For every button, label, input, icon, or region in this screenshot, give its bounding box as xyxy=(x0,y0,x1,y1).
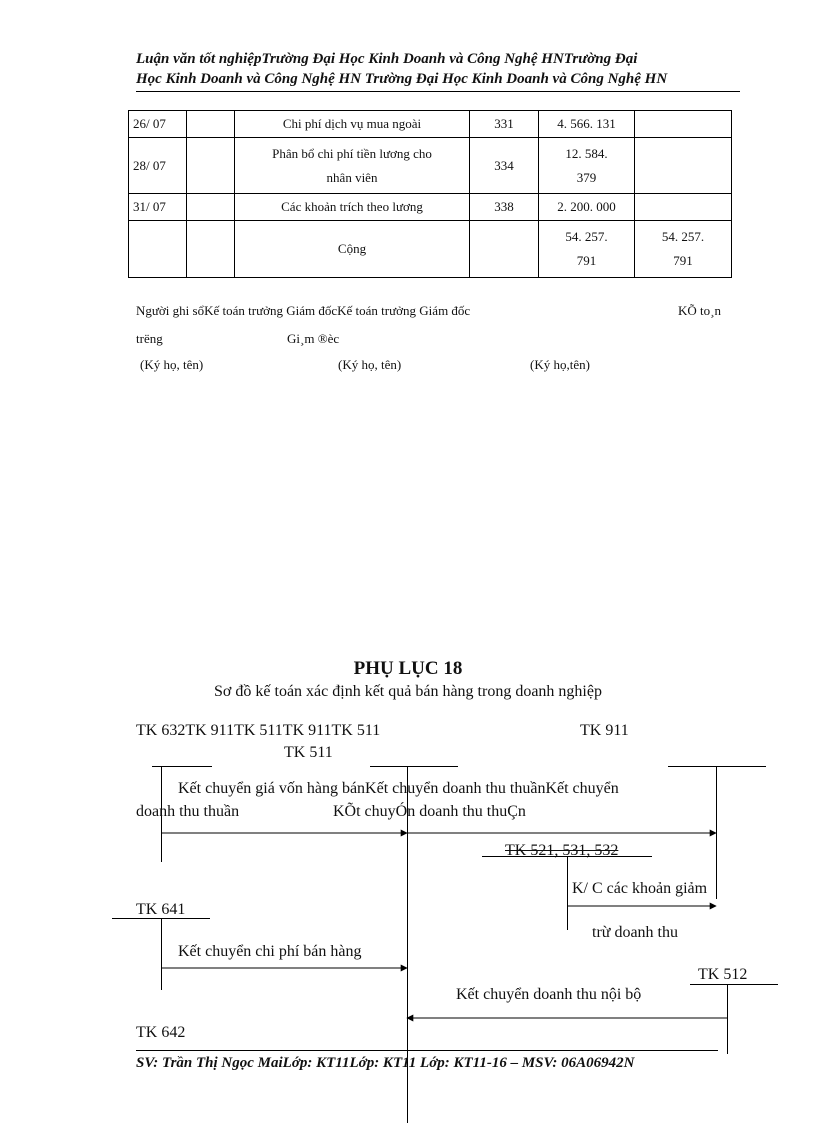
cell-debit-line2: 379 xyxy=(576,169,597,185)
acct-521-label: TK 521, 531, 532 xyxy=(505,842,619,859)
cell-debit-line1: 54. 257. xyxy=(565,229,608,244)
stem-512 xyxy=(727,984,728,1054)
label-512-transfer: Kết chuyển doanh thu nội bộ xyxy=(456,986,642,1003)
cell-acct: 331 xyxy=(470,111,539,138)
page-header-line2: Học Kinh Doanh và Công Nghệ HN Trường Đại Học Kinh Doanh và Công Nghệ HN xyxy=(136,71,668,87)
cell-acct: 338 xyxy=(470,194,539,221)
label-reduction-line2: trừ doanh thu xyxy=(592,924,678,941)
appendix-subtitle: Sơ đồ kế toán xác định kết quả bán hàng trong doanh nghiệp xyxy=(214,683,602,700)
cell-debit-line2: 791 xyxy=(576,253,597,268)
acct-641-label: TK 641 xyxy=(136,901,186,918)
cell-credit-line1: 54. 257. xyxy=(661,229,705,244)
signature-note-1: (Ký họ, tên) xyxy=(140,357,204,372)
label-transfer-line2a: doanh thu thuần xyxy=(136,803,240,820)
cell-desc: Chi phí dịch vụ mua ngoài xyxy=(235,111,470,138)
signature-roles: Người ghi sổKế toán trưởng Giám đốcKế toán trưởng Giám đốc xyxy=(136,303,471,318)
acct-642-label: TK 642 xyxy=(136,1024,186,1041)
cell-acct: 334 xyxy=(470,138,539,194)
label-transfer-line2b: KÕt chuyÓn doanh thu thuÇn xyxy=(333,803,526,820)
acct-511-label: TK 511 xyxy=(284,744,333,761)
stem-641 xyxy=(161,918,162,990)
signature-note-3: (Ký họ,tên) xyxy=(530,357,590,372)
acct-row-label: TK 632TK 911TK 511TK 911TK 511 xyxy=(136,722,381,739)
cell-date: 31/ 07 xyxy=(129,194,187,221)
cell-credit-line2: 791 xyxy=(673,253,693,268)
appendix-title: PHỤ LỤC 18 xyxy=(353,658,463,679)
signature-role-line2-mid: Gi¸m ®èc xyxy=(287,331,340,346)
label-641-transfer: Kết chuyển chi phí bán hàng xyxy=(178,943,362,960)
footer-rule xyxy=(136,1050,718,1051)
page-header-line1: Luận văn tốt nghiệpTrường Đại Học Kinh Doanh và Công Nghệ HNTrường Đại xyxy=(136,51,638,67)
cell-desc-line1: Phân bổ chi phí tiền lương cho xyxy=(272,145,432,161)
signature-note-2: (Ký họ, tên) xyxy=(338,357,402,372)
page-footer: SV: Trần Thị Ngọc MaiLớp: KT11Lớp: KT11 Lớp: KT11-16 – MSV: 06A06942N xyxy=(136,1055,635,1071)
cell-debit: 4. 566. 131 xyxy=(539,111,635,138)
label-transfer-line1: Kết chuyển giá vốn hàng bánKết chuyển doanh thu thuầnKết chuyển xyxy=(178,780,619,797)
cell-desc: Các khoản trích theo lương xyxy=(235,194,470,221)
acct-911-label: TK 911 xyxy=(580,722,629,739)
cell-debit: 2. 200. 000 xyxy=(539,194,635,221)
cell-debit-line1: 12. 584. xyxy=(565,145,608,161)
t-account-512-line xyxy=(690,984,778,985)
stem-521 xyxy=(567,856,568,930)
cell-date: 26/ 07 xyxy=(129,111,187,138)
cell-total-label: Cộng xyxy=(235,221,470,278)
cell-desc-line2: nhân viên xyxy=(326,169,378,185)
signature-role-right: KÕ to¸n xyxy=(678,303,721,318)
label-reduction-line1: K/ C các khoản giảm xyxy=(572,880,708,897)
signature-role-line2-left: trëng xyxy=(136,331,163,346)
acct-512-label: TK 512 xyxy=(698,966,748,983)
cell-date: 28/ 07 xyxy=(129,138,187,194)
